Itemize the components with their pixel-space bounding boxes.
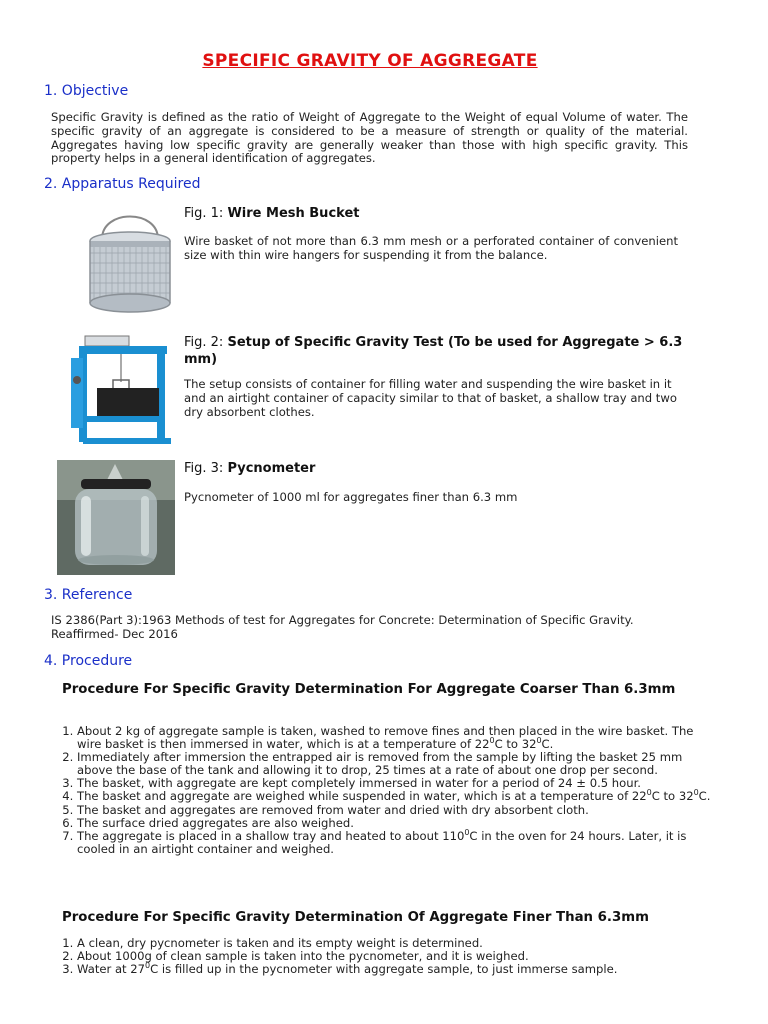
list-item: 6. The surface dried aggregates are also weighed. [77, 817, 717, 830]
page-title: SPECIFIC GRAVITY OF AGGREGATE [202, 51, 538, 71]
list-item: 3. Water at $27^0C$ is filled up in the pycnometer with aggregate sample, to just immerse sample. [77, 963, 717, 976]
list-item: 4. The basket and aggregate are weighed while suspended in water, which is at a temperature of $22^0C$ to $32^0C$. [77, 790, 717, 803]
pycnometer-image [57, 460, 175, 575]
fig3-label: Fig. 3: [184, 461, 224, 476]
apparatus-heading: 2. Apparatus Required [44, 176, 201, 192]
fig1-title [184, 206, 359, 221]
wire-mesh-bucket-image [84, 207, 176, 315]
objective-text: Specific Gravity is defined as the ratio of Weight of Aggregate to the Weight of equal Volume of water. The specific gravity of an aggregate is considered to be a measure of strength or quality of the material. Aggregates having low specific gravity are generally weaker than those with high specific gravity. This property helps in a general identification of aggregates. [51, 110, 688, 166]
specific-gravity-setup-image [57, 330, 177, 448]
list-item: 1. About 2 kg of aggregate sample is taken, washed to remove fines and then placed in the wire basket. The wire basket is then immersed in water, which is at a temperature of $22^0C$ to $32^0C$. [77, 725, 717, 751]
list-item: 1. A clean, dry pycnometer is taken and its empty weight is determined. [77, 937, 717, 950]
list-item: 5. The basket and aggregates are removed from water and dried with dry absorbent cloth. [77, 804, 717, 817]
fig2-name: Setup of Specific Gravity Test (To be used for Aggregate > 6.3 mm) [184, 335, 683, 367]
fine-procedure-title: Procedure For Specific Gravity Determination Of Aggregate Finer Than 6.3mm [62, 910, 649, 925]
list-item: 2. Immediately after immersion the entrapped air is removed from the sample by lifting the basket 25 mm above the base of the tank and allowing it to drop, 25 times at a rate of about one drop per second. [77, 751, 717, 777]
fig2-label: Fig. 2: [184, 335, 224, 350]
procedure-heading: 4. Procedure [44, 653, 133, 669]
fig1-label: Fig. 1: [184, 206, 224, 221]
objective-heading: 1. Objective [44, 83, 129, 99]
fig3-description: Pycnometer of 1000 ml for aggregates finer than 6.3 mm [184, 490, 518, 504]
list-item: 2. About 1000g of clean sample is taken into the pycnometer, and it is weighed. [77, 950, 717, 963]
fig2-title [184, 334, 694, 368]
fig3-name: Pycnometer [227, 461, 316, 476]
reference-heading: 3. Reference [44, 587, 133, 603]
fig3-title [184, 461, 315, 476]
coarse-procedure-title: Procedure For Specific Gravity Determination For Aggregate Coarser Than 6.3mm [62, 682, 676, 697]
fine-procedure-list [62, 937, 717, 976]
fig1-description: Wire basket of not more than 6.3 mm mesh or a perforated container of convenient size with thin wire hangers for suspending it from the balance. [184, 234, 678, 262]
reference-text: IS 2386(Part 3):1963 Methods of test for Aggregates for Concrete: Determination of Specific Gravity. Reaffirmed- Dec 2016 [51, 613, 634, 641]
fig2-description: The setup consists of container for filling water and suspending the wire basket in it and an airtight container of capacity similar to that of basket, a shallow tray and two dry absorbent clothes. [184, 377, 677, 419]
list-item: 3. The basket, with aggregate are kept completely immersed in water for a period of 24 ± 0.5 hour. [77, 777, 717, 790]
list-item: 7. The aggregate is placed in a shallow tray and heated to about $110^0C$ in the oven for 24 hours. Later, it is cooled in an airtight container and weighed. [77, 830, 717, 856]
fig1-name: Wire Mesh Bucket [227, 206, 360, 221]
coarse-procedure-list [62, 725, 717, 856]
